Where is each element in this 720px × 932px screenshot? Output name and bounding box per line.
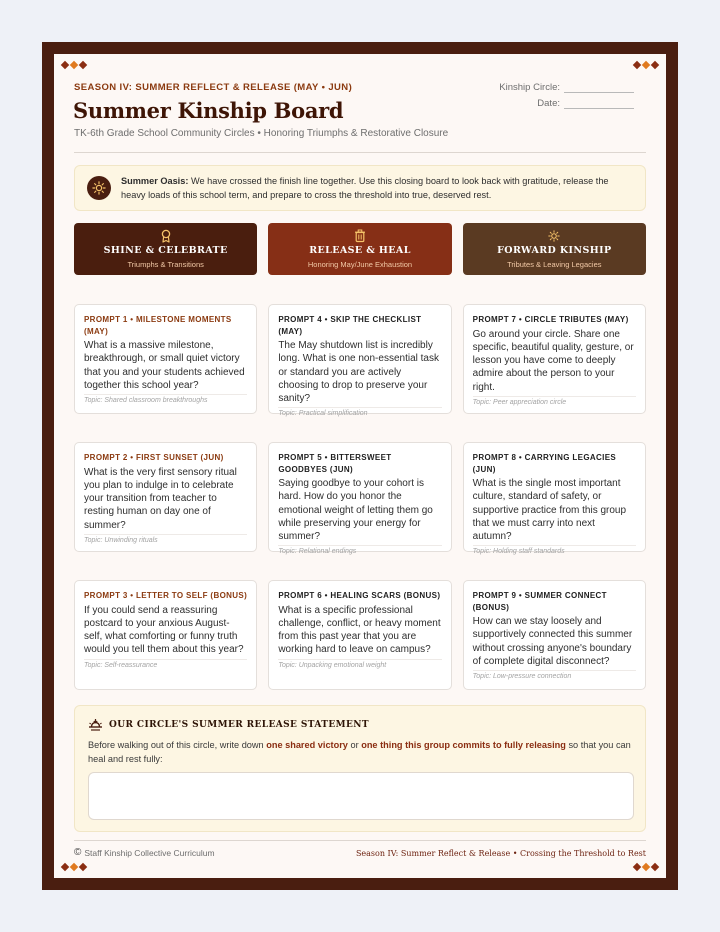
prompt-heading: PROMPT 3 • LETTER TO SELF (BONUS) [84, 591, 248, 600]
prompt-text: The May shutdown list is incredibly long. What is one non-essential task or standard you are actively choosing to drop to preserve your sanity? [278, 340, 439, 405]
statement-mid: or [347, 740, 362, 750]
prompt-card-8 [463, 442, 646, 556]
kinship-circle-field[interactable] [564, 84, 634, 93]
date-field[interactable] [564, 100, 634, 109]
statement-instructions [88, 738, 636, 766]
prompt-text: What is the single most important culture, standard of safety, or supportive practice from this group that we must carry into next autumn? [472, 478, 627, 543]
prompt-topic: Topic: Peer appreciation circle [473, 396, 636, 406]
statement-emphasis-release: one thing this group commits to fully releasing [361, 740, 566, 750]
prompt-heading: PROMPT 8 • CARRYING LEGACIES (JUN) [472, 453, 617, 474]
prompt-text: What is a massive milestone, breakthrough, or small quiet victory that you and your students achieved together this school year? [84, 340, 245, 391]
statement-pre: Before walking out of this circle, write down [88, 740, 267, 750]
theme-subtitle: Honoring May/June Exhaustion [307, 260, 413, 269]
prompt-topic: Topic: Unwinding rituals [84, 534, 247, 544]
prompt-topic: Topic: Low-pressure connection [473, 670, 636, 680]
prompt-text: How can we stay loosely and supportively connected this summer without crossing anyone's boundary of complete digital disconnect? [472, 616, 633, 667]
corner-ornament-bottom-right [634, 864, 658, 870]
footer-divider [74, 840, 646, 841]
prompt-heading: PROMPT 1 • MILESTONE MOMENTS (MAY) [84, 315, 232, 336]
prompt-heading: PROMPT 7 • CIRCLE TRIBUTES (MAY) [472, 315, 629, 324]
theme-forward-kinship [463, 223, 646, 275]
theme-row [74, 223, 646, 275]
oasis-text [121, 174, 645, 202]
season-label: SEASON IV: SUMMER REFLECT & RELEASE (MAY • JUN) [74, 82, 353, 93]
header-divider [74, 152, 646, 153]
theme-title: SHINE & CELEBRATE [103, 245, 228, 256]
summer-oasis-banner [74, 165, 646, 211]
copyright-symbol: © [74, 847, 82, 858]
theme-title: RELEASE & HEAL [309, 245, 411, 256]
prompt-card-2 [74, 442, 257, 552]
prompt-topic: Topic: Practical simplification [278, 407, 441, 417]
sun-icon [87, 176, 111, 200]
prompt-card-5 [268, 442, 451, 556]
medal-icon [160, 229, 172, 243]
prompt-card-3 [74, 580, 257, 690]
prompt-text: Saying goodbye to your cohort is hard. How do you honor the emotional weight of letting them go while preserving your energy for summer? [278, 478, 433, 543]
footer-right: Season IV: Summer Reflect & Release • Crossing the Threshold to Rest [355, 849, 646, 858]
corner-ornament-bottom-left [62, 864, 86, 870]
sun-icon [548, 229, 560, 243]
statement-emphasis-victory: one shared victory [266, 740, 348, 750]
date-label: Date: [537, 98, 560, 109]
prompt-card-1 [74, 304, 257, 414]
prompt-topic: Topic: Unpacking emotional weight [278, 659, 441, 669]
corner-ornament-top-left [62, 62, 86, 68]
prompt-row-1 [74, 304, 646, 418]
page-frame [42, 42, 678, 890]
prompt-heading: PROMPT 5 • BITTERSWEET GOODBYES (JUN) [278, 453, 392, 474]
prompt-text: Go around your circle. Share one specific, beautiful quality, gesture, or lesson you have come to deeply admire about the person to your right. [472, 328, 634, 393]
theme-release-heal [268, 223, 451, 275]
theme-title: FORWARD KINSHIP [497, 245, 612, 256]
theme-subtitle: Tributes & Leaving Legacies [507, 260, 602, 269]
statement-post: so that you can heal and rest fully: [88, 740, 631, 764]
prompt-card-6 [268, 580, 451, 690]
page-subtitle: TK-6th Grade School Community Circles • Honoring Triumphs & Restorative Closure [74, 128, 449, 139]
oasis-body: We have crossed the finish line together. Use this closing board to look back with gratitude, release the heavy loads of this school term, and prepare to cross the threshold into true, deserved rest. [121, 176, 609, 200]
prompt-card-7 [463, 304, 646, 414]
prompt-heading: PROMPT 4 • SKIP THE CHECKLIST (MAY) [278, 315, 422, 336]
statement-title: OUR CIRCLE'S SUMMER RELEASE STATEMENT [109, 720, 369, 730]
board-page [54, 54, 666, 878]
page-title: Summer Kinship Board [73, 98, 344, 123]
prompt-heading: PROMPT 6 • HEALING SCARS (BONUS) [278, 591, 441, 600]
prompt-topic: Topic: Holding staff standards [473, 545, 636, 555]
sunset-icon [88, 718, 103, 732]
prompt-heading: PROMPT 2 • FIRST SUNSET (JUN) [84, 453, 224, 462]
theme-shine-celebrate [74, 223, 257, 275]
oasis-label: Summer Oasis: [121, 176, 189, 186]
circle-meta [474, 77, 634, 109]
prompt-row-2 [74, 442, 646, 556]
prompt-topic: Topic: Relational endings [278, 545, 441, 555]
release-statement-panel [74, 705, 646, 832]
release-statement-input[interactable] [88, 772, 634, 820]
corner-ornament-top-right [634, 62, 658, 68]
prompt-topic: Topic: Self-reassurance [84, 659, 247, 669]
prompt-text: What is the very first sensory ritual you plan to indulge in to celebrate your transition from teacher to resting human on day one of summer? [84, 466, 237, 531]
prompt-card-9 [463, 580, 646, 690]
prompt-text: What is a specific professional challenge, conflict, or heavy moment from this past year that you are working hard to leave on campus? [278, 604, 441, 656]
prompt-row-3 [74, 580, 646, 690]
prompt-topic: Topic: Shared classroom breakthroughs [84, 394, 247, 404]
trash-icon [354, 229, 366, 243]
kinship-circle-label: Kinship Circle: [499, 82, 560, 93]
statement-header [88, 718, 369, 732]
prompt-card-4 [268, 304, 451, 418]
theme-subtitle: Triumphs & Transitions [127, 260, 204, 269]
footer-left [74, 847, 215, 858]
footer-curriculum: Staff Kinship Collective Curriculum [84, 847, 215, 858]
prompt-heading: PROMPT 9 • SUMMER CONNECT (BONUS) [472, 591, 607, 612]
prompt-text: If you could send a reassuring postcard to your anxious August-self, what comforting or funny truth would you tell them about this year? [84, 604, 244, 656]
